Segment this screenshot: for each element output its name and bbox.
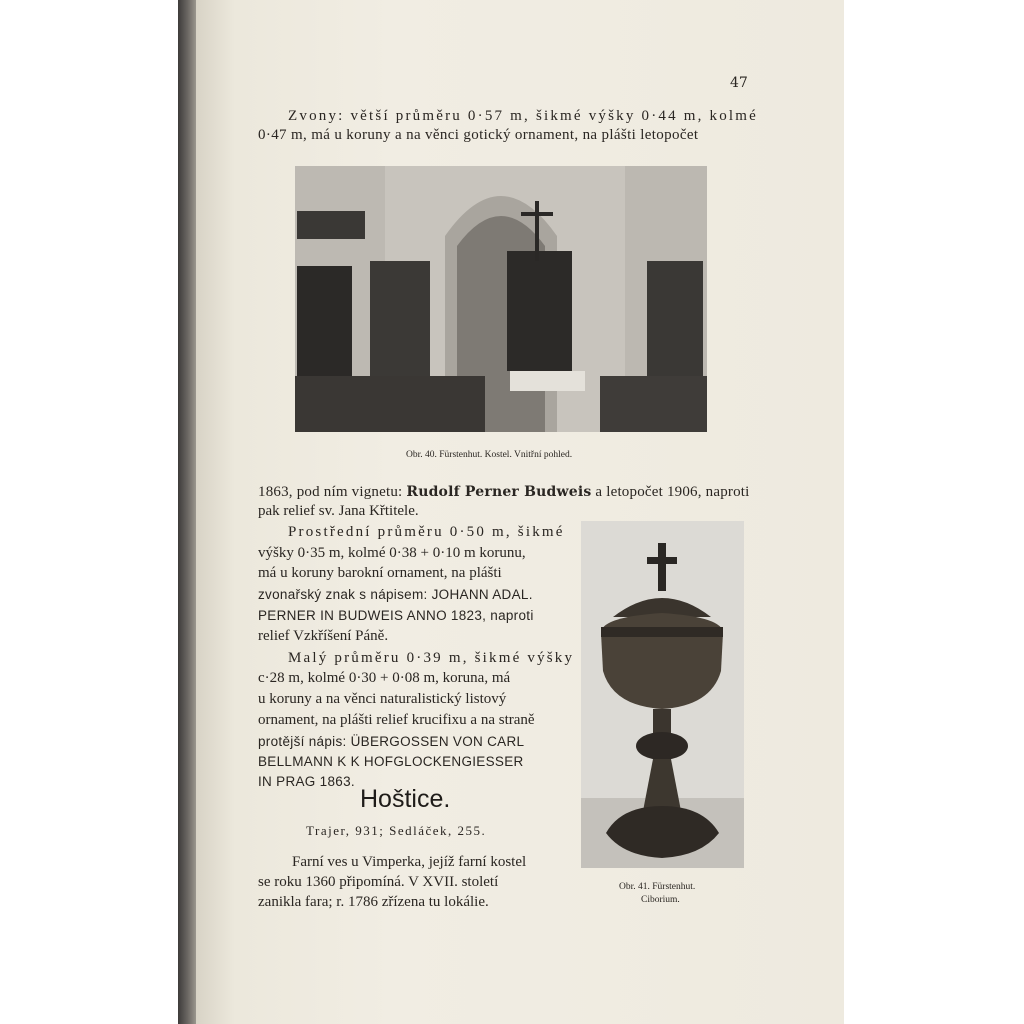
text-line: zvonařský znak s nápisem: JOHANN ADAL.: [258, 587, 533, 602]
text-line: BELLMANN K K HOFGLOCKENGIESSER: [258, 754, 524, 769]
ciborium-photo: [581, 521, 744, 868]
text-line: u koruny a na věnci naturalistický listový: [258, 691, 507, 707]
page-number: 47: [730, 75, 748, 91]
text-line: c·28 m, kolmé 0·30 + 0·08 m, koruna, má: [258, 670, 511, 686]
figure-41-caption: Ciborium.: [641, 895, 680, 905]
figure-41-caption: Obr. 41. Fürstenhut.: [619, 882, 696, 892]
text-line: PERNER IN BUDWEIS ANNO 1823, naproti: [258, 608, 534, 623]
text-line: zanikla fara; r. 1786 zřízena tu lokálie.: [258, 894, 489, 910]
text-line: relief Vzkříšení Páně.: [258, 628, 389, 644]
text-line: 0·47 m, má u koruny a na věnci gotický ornament, na plášti letopočet: [258, 127, 699, 143]
text-line: výšky 0·35 m, kolmé 0·38 + 0·10 m korunu,: [258, 545, 526, 561]
vignette-text: Rudolf Perner Budweis: [406, 484, 592, 500]
text-line: pak relief sv. Jana Křtitele.: [258, 503, 419, 519]
text-line: má u koruny barokní ornament, na plášti: [258, 565, 502, 581]
text-line: se roku 1360 připomíná. V XVII. století: [258, 874, 499, 890]
figure-40-caption: Obr. 40. Fürstenhut. Kostel. Vnitřní pohled.: [406, 450, 573, 460]
text-line: protější nápis: ÜBERGOSSEN VON CARL: [258, 734, 525, 749]
text-line: IN PRAG 1863.: [258, 774, 355, 789]
text-segment: a letopočet 1906, naproti: [595, 484, 750, 500]
church-interior-photo: [295, 166, 707, 432]
text-segment: 1863, pod ním vignetu:: [258, 484, 403, 500]
text-line: Malý průměru 0·39 m, šikmé výšky: [288, 650, 575, 666]
text-line: Prostřední průměru 0·50 m, šikmé: [288, 524, 565, 540]
text-line: Zvony: větší průměru 0·57 m, šikmé výšky 0·44 m, kolmé: [288, 108, 759, 124]
text-line: ornament, na plášti relief krucifixu a na straně: [258, 712, 535, 728]
sources-line: Trajer, 931; Sedláček, 255.: [306, 823, 487, 838]
background: [844, 0, 1024, 1024]
text-line: [258, 482, 750, 503]
section-heading: Hoštice.: [360, 785, 451, 813]
text-line: Farní ves u Vimperka, jejíž farní kostel: [292, 854, 527, 870]
